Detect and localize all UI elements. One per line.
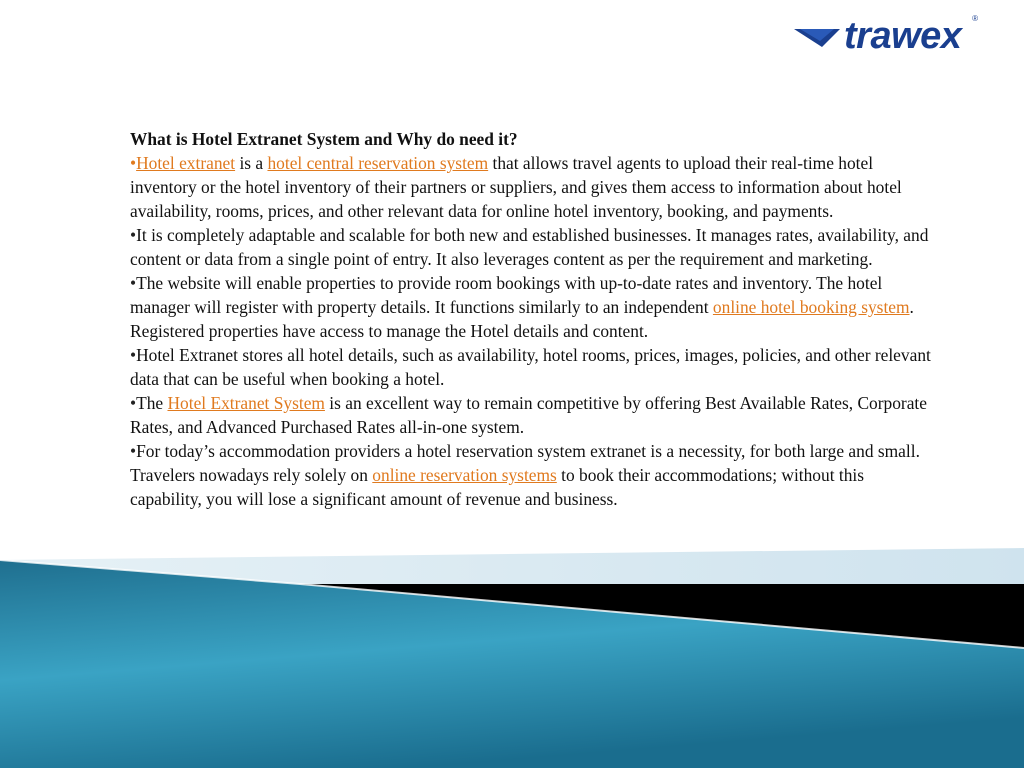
- paragraph-2: [130, 223, 940, 271]
- decorative-wave-footer: [0, 548, 1024, 768]
- logo-text: trawex: [844, 15, 962, 57]
- logo-arrow-icon: [794, 25, 840, 47]
- paragraph-3: [130, 271, 940, 343]
- paragraph-text: The website will enable properties to provide room bookings with up-to-date rates and inventory. The hotel manager will register with property details. It functions similarly to an independent: [130, 273, 883, 317]
- link-hotel-extranet[interactable]: Hotel extranet: [136, 153, 236, 173]
- bullet: •: [130, 441, 137, 461]
- registered-mark: ®: [972, 14, 978, 23]
- bullet: •: [130, 153, 137, 173]
- paragraph-5: [130, 391, 940, 439]
- paragraph-1: [130, 151, 940, 223]
- paragraph-text: is a: [235, 153, 268, 173]
- paragraph-6: [130, 439, 940, 511]
- paragraph-text: . Registered properties have access to manage the Hotel details and content.: [130, 297, 914, 341]
- trawex-logo: [794, 14, 984, 58]
- paragraph-text: For today’s accommodation providers a hotel reservation system extranet is a necessity, for both large and small. Travelers nowadays rely solely on: [130, 441, 920, 485]
- link-hotel-central-reservation-system[interactable]: hotel central reservation system: [267, 153, 489, 173]
- article-body: [130, 127, 940, 511]
- paragraph-text: It is completely adaptable and scalable for both new and established businesses. It manages rates, availability, and content or data from a single point of entry. It also leverages content as per the requirement and marketing.: [130, 225, 929, 269]
- paragraph-text: to book their accommodations; without this capability, you will lose a significant amount of revenue and business.: [130, 465, 864, 509]
- page-title: What is Hotel Extranet System and Why do need it?: [130, 129, 518, 149]
- link-online-hotel-booking-system[interactable]: online hotel booking system: [712, 297, 910, 317]
- paragraph-text: Hotel Extranet stores all hotel details, such as availability, hotel rooms, prices, images, policies, and other relevant data that can be useful when booking a hotel.: [130, 345, 931, 389]
- paragraph-text: that allows travel agents to upload their real-time hotel inventory or the hotel inventory of their partners or suppliers, and gives them access to information about hotel availability, rooms, prices, and other relevant data for online hotel inventory, booking, and payments.: [130, 153, 902, 221]
- paragraph-4: [130, 343, 940, 391]
- link-online-reservation-systems[interactable]: online reservation systems: [372, 465, 557, 485]
- link-hotel-extranet-system[interactable]: Hotel Extranet System: [167, 393, 325, 413]
- bullet: •: [130, 345, 137, 365]
- paragraph-text: is an excellent way to remain competitive by offering Best Available Rates, Corporate Rates, and Advanced Purchased Rates all-in-one system.: [130, 393, 927, 437]
- bullet: •: [130, 393, 137, 413]
- bullet: •: [130, 225, 137, 245]
- bullet: •: [130, 273, 137, 293]
- paragraph-text: The: [136, 393, 168, 413]
